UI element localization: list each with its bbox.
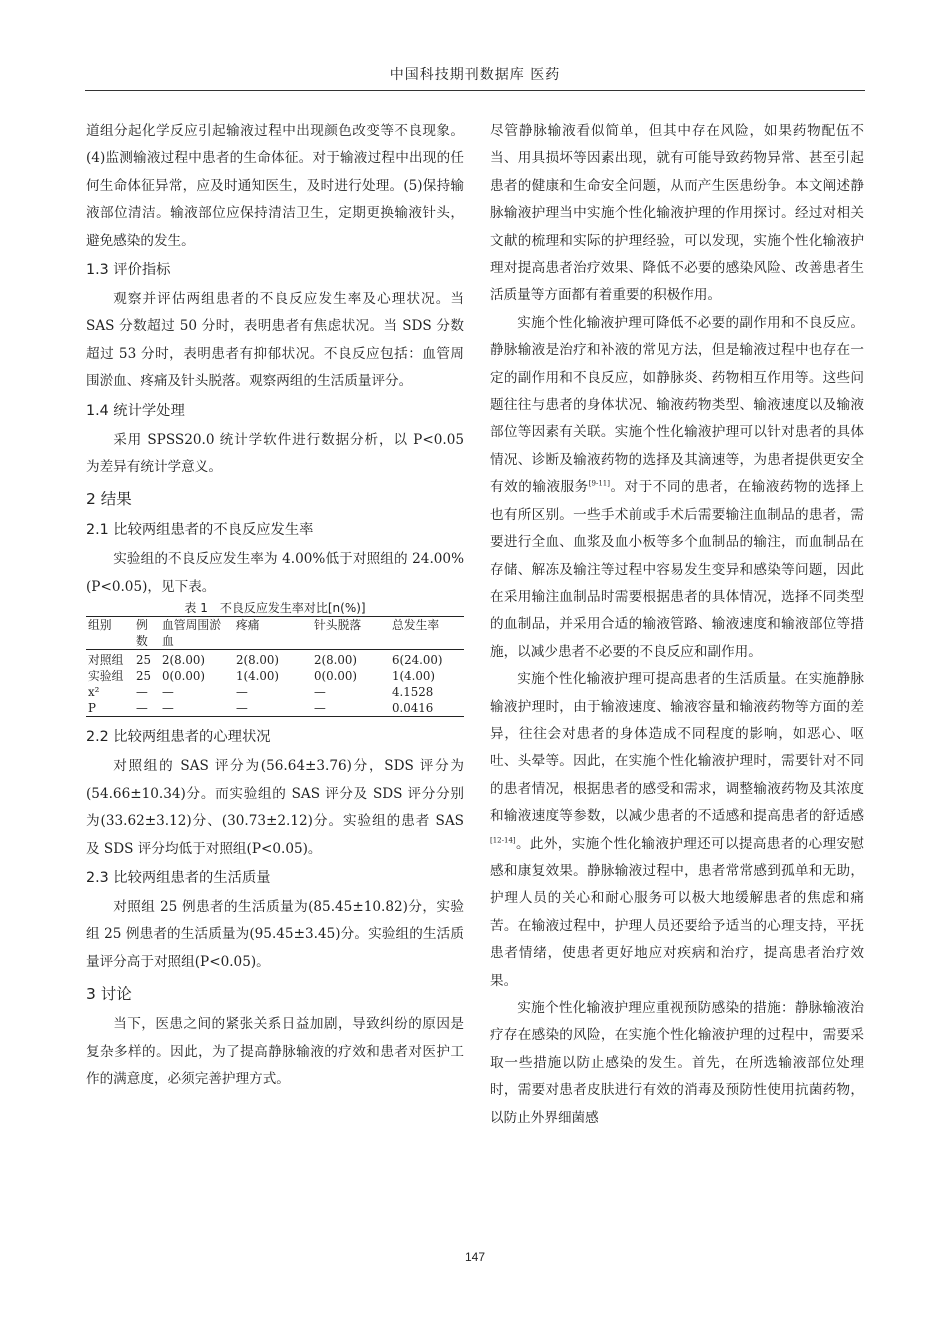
table-row bbox=[86, 700, 464, 717]
table-cell: 2(8.00) bbox=[162, 653, 205, 668]
table-cell: 0(0.00) bbox=[314, 669, 357, 684]
paragraph: 道组分起化学反应引起输液过程中出现颜色改变等不良现象。(4)监测输液过程中患者的生命体征。对于输液过程中出现的任何生命体征异常，应及时通知医生，及时进行处理。(5)保持输液部位清洁。输液部位应保持清洁卫生，定期更换输液针头，避免感染的发生。 bbox=[86, 123, 464, 249]
table-cell: — bbox=[312, 700, 390, 717]
citation-ref: [12-14] bbox=[490, 836, 516, 845]
column-header: 组别 bbox=[86, 617, 134, 650]
section-heading-1-3: 1.3 评价指标 bbox=[86, 262, 171, 279]
journal-header: 中国科技期刊数据库 医药 bbox=[85, 64, 865, 91]
table-cell: 0.0416 bbox=[390, 700, 464, 717]
table-row bbox=[86, 684, 464, 700]
right-column bbox=[490, 118, 864, 1132]
table-cell: — bbox=[134, 700, 160, 717]
paragraph bbox=[490, 310, 864, 666]
paragraph: 对照组的 SAS 评分为(56.64±3.76)分，SDS 评分为(54.66±10.34)分。而实验组的 SAS 评分及 SDS 评分分别为(33.62±3.12)分、(30.73±2.12)分。实验组的患者 SAS 及 SDS 评分均低于对照组(P<0.05)。 bbox=[86, 758, 464, 857]
table-row bbox=[86, 668, 464, 684]
left-column bbox=[86, 118, 464, 1093]
paragraph-text: 实施个性化输液护理可降低不必要的副作用和不良反应。静脉输液是治疗和补液的常见方法，但是输液过程中也存在一定的副作用和不良反应，如静脉炎、药物相互作用等。这些问题往往与患者的身体状况、输液药物类型、输液速度以及输液部位等因素有关联。实施个性化输液护理可以针对患者的具体情况、诊断及输液药物的选择及其滴速等，为患者提供更安全有效的输液服务 bbox=[490, 314, 864, 496]
table-cell: x² bbox=[88, 685, 100, 700]
table-row bbox=[86, 650, 464, 669]
table-cell: — bbox=[314, 685, 326, 700]
column-header: 针头脱落 bbox=[312, 617, 390, 650]
table-cell: 25 bbox=[136, 653, 152, 668]
table-cell: — bbox=[136, 685, 148, 700]
column-header: 血管周围淤血 bbox=[160, 617, 234, 650]
paragraph: 观察并评估两组患者的不良反应发生率及心理状况。当 SAS 分数超过 50 分时，表明患者有焦虑状况。当 SDS 分数超过 53 分时，表明患者有抑郁状况。不良反应包括：血管周围淤血、疼痛及针头脱落。观察两组的生活质量评分。 bbox=[86, 291, 464, 390]
page-number: 147 bbox=[464, 1250, 486, 1264]
table-cell: 2(8.00) bbox=[314, 653, 357, 668]
column-header: 疼痛 bbox=[234, 617, 312, 650]
table-cell: 1(4.00) bbox=[392, 669, 435, 684]
table-caption: 表 1 不良反应发生率对比[n(%)] bbox=[184, 601, 366, 616]
table-cell: 4.1528 bbox=[392, 685, 434, 700]
section-heading-2-2: 2.2 比较两组患者的心理状况 bbox=[86, 729, 271, 746]
table-cell: — bbox=[160, 700, 234, 717]
table-cell: 6(24.00) bbox=[392, 653, 443, 668]
section-heading-2: 2 结果 bbox=[86, 490, 132, 509]
paragraph: 对照组 25 例患者的生活质量为(85.45±10.82)分，实验组 25 例患者的生活质量为(95.45±3.45)分。实验组的生活质量评分高于对照组(P<0.05)。 bbox=[86, 898, 464, 970]
table-cell: — bbox=[236, 685, 248, 700]
table-cell: P bbox=[86, 700, 134, 717]
column-header: 总发生率 bbox=[390, 617, 464, 650]
paragraph: 实验组的不良反应发生率为 4.00%低于对照组的 24.00%(P<0.05)，见下表。 bbox=[86, 551, 464, 595]
table-header-row bbox=[86, 617, 464, 650]
paragraph: 采用 SPSS20.0 统计学软件进行数据分析，以 P<0.05 为差异有统计学意义。 bbox=[86, 431, 464, 476]
paragraph-text: 实施个性化输液护理可提高患者的生活质量。在实施静脉输液护理时，由于输液速度、输液容量和输液药物等方面的差异，往往会对患者的身体造成不同程度的影响，如恶心、呕吐、头晕等。因此，在实施个性化输液护理时，需要针对不同的患者情况，根据患者的感受和需求，调整输液药物及其浓度和输液速度等参数，以减少患者的不适感和提高患者的舒适感 bbox=[490, 671, 864, 825]
section-heading-2-1: 2.1 比较两组患者的不良反应发生率 bbox=[86, 522, 314, 539]
paragraph-text: 。对于不同的患者，在输液药物的选择上也有所区别。一些手术前或手术后需要输注血制品的患者，需要进行全血、血浆及血小板等多个血制品的输注，而血制品在存储、解冻及输注等过程中容易发生变异和感染等问题，因此在采用输注血制品时需要根据患者的具体情况，选择不同类型的血制品，并采用合适的输液管路、输液速度和输液部位等措施，以减少患者不必要的不良反应和副作用。 bbox=[490, 479, 865, 660]
citation-ref: [9-11] bbox=[588, 479, 610, 488]
table-cell: 实验组 bbox=[88, 669, 124, 684]
paragraph: 尽管静脉输液看似简单，但其中存在风险，如果药物配伍不当、用具损坏等因素出现，就有可能导致药物异常、甚至引起患者的健康和生命安全问题，从而产生医患纷争。本文阐述静脉输液护理当中实施个性化输液护理的作用探讨。经过对相关文献的梳理和实际的护理经验，可以发现，实施个性化输液护理对提高患者治疗效果、降低不必要的感染风险、改善患者生活质量等方面都有着重要的积极作用。 bbox=[490, 123, 864, 304]
table-cell: 25 bbox=[136, 669, 152, 684]
paragraph bbox=[490, 666, 864, 995]
section-heading-2-3: 2.3 比较两组患者的生活质量 bbox=[86, 869, 271, 886]
table-cell: 对照组 bbox=[88, 653, 124, 668]
section-heading-3: 3 讨论 bbox=[86, 985, 132, 1004]
paragraph-text: 。此外，实施个性化输液护理还可以提高患者的心理安慰感和康复效果。静脉输液过程中，患者常常感到孤单和无助，护理人员的关心和耐心服务可以极大地缓解患者的焦虑和痛苦。在输液过程中，护理人员还要给予适当的心理支持，平抚患者情绪，使患者更好地应对疾病和治疗，提高患者治疗效果。 bbox=[490, 835, 864, 989]
table-cell: 1(4.00) bbox=[236, 669, 279, 684]
paragraph: 当下，医患之间的紧张关系日益加剧，导致纠纷的原因是复杂多样的。因此，为了提高静脉输液的疗效和患者对医护工作的满意度，必须完善护理方式。 bbox=[86, 1016, 464, 1087]
section-heading-1-4: 1.4 统计学处理 bbox=[86, 402, 185, 419]
table-cell: 0(0.00) bbox=[162, 669, 205, 684]
adverse-reaction-table bbox=[86, 616, 464, 717]
column-header: 例数 bbox=[134, 617, 160, 650]
table-cell: 2(8.00) bbox=[236, 653, 279, 668]
paragraph: 实施个性化输液护理应重视预防感染的措施：静脉输液治疗存在感染的风险，在实施个性化输液护理的过程中，需要采取一些措施以防止感染的发生。首先，在所选输液部位处理时，需要对患者皮肤进行有效的消毒及预防性使用抗菌药物，以防止外界细菌感 bbox=[490, 1000, 864, 1126]
table-cell: — bbox=[162, 685, 174, 700]
table-cell: — bbox=[234, 700, 312, 717]
